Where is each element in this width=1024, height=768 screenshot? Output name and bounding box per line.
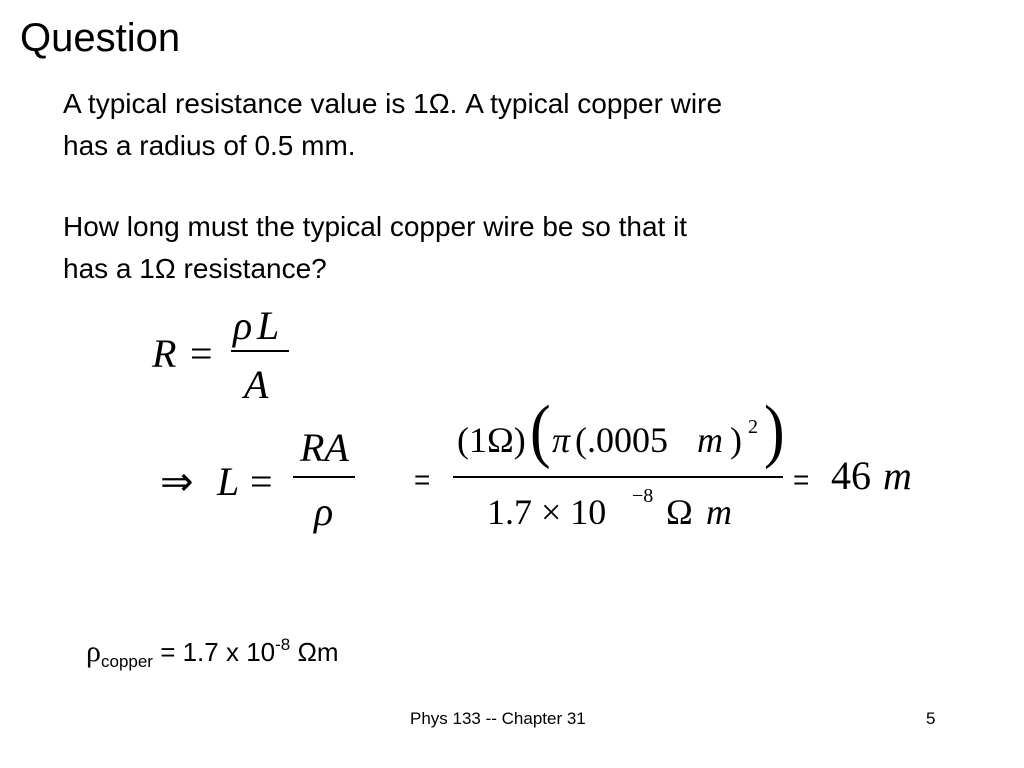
equation-l-symbol: L xyxy=(217,459,240,504)
rho-subscript: copper xyxy=(100,652,153,671)
footer-page-number: 5 xyxy=(926,709,936,728)
calculation-one-ohm: (1Ω) xyxy=(457,420,526,460)
fraction-bar xyxy=(231,350,289,352)
result-equals-sign: = xyxy=(793,464,810,495)
rho-value: = 1.7 x 10 xyxy=(152,637,276,667)
rho-exponent: -8 xyxy=(275,635,291,654)
result-unit: m xyxy=(883,453,912,498)
problem-statement-line-2: has a radius of 0.5 mm. xyxy=(63,130,356,161)
fraction-bar xyxy=(293,476,355,478)
rho-symbol: ρ xyxy=(86,635,101,668)
implies-arrow: ⇒ xyxy=(160,459,194,504)
fraction-bar xyxy=(453,476,783,478)
equation-l-symbol: L xyxy=(257,303,280,348)
equation-a-symbol: A xyxy=(244,362,269,407)
calculation-radius: (.0005 xyxy=(575,420,668,460)
calculation-equals-sign: = xyxy=(414,464,431,495)
problem-statement xyxy=(63,83,722,167)
equation-rho-symbol: ρ xyxy=(314,489,334,534)
calculation-close-parenthesis: ) xyxy=(730,420,742,460)
calculation-meter-unit: m xyxy=(706,492,732,532)
equation-r-symbol: R xyxy=(152,331,177,376)
copper-resistivity-note xyxy=(86,636,339,670)
slide-title: Question xyxy=(20,16,181,60)
question-text xyxy=(63,206,687,290)
equation-equals-sign: = xyxy=(250,459,273,504)
calculation-squared-exponent: 2 xyxy=(748,416,758,438)
equation-ra-symbols: RA xyxy=(300,425,349,470)
calculation-resistivity-value: 1.7 × 10 xyxy=(487,492,607,532)
calculation-meter-unit: m xyxy=(697,420,723,460)
question-text-line-1: How long must the typical copper wire be so that it xyxy=(63,211,688,242)
big-close-parenthesis: ) xyxy=(764,391,785,471)
big-open-parenthesis: ( xyxy=(530,391,551,471)
calculation-pi-symbol: π xyxy=(552,420,571,460)
rho-unit: Ωm xyxy=(290,637,339,667)
question-text-line-2: has a 1Ω resistance? xyxy=(63,253,327,284)
footer-course-title: Phys 133 -- Chapter 31 xyxy=(410,709,586,728)
calculation-ohm-symbol: Ω xyxy=(666,492,693,532)
calculation-resistivity-exponent: −8 xyxy=(632,485,654,507)
result-value: 46 xyxy=(831,453,871,498)
problem-statement-line-1: A typical resistance value is 1Ω. A typical copper wire xyxy=(63,88,723,119)
equation-equals-sign: = xyxy=(190,331,213,376)
equation-rho-symbol: ρ xyxy=(233,303,253,348)
